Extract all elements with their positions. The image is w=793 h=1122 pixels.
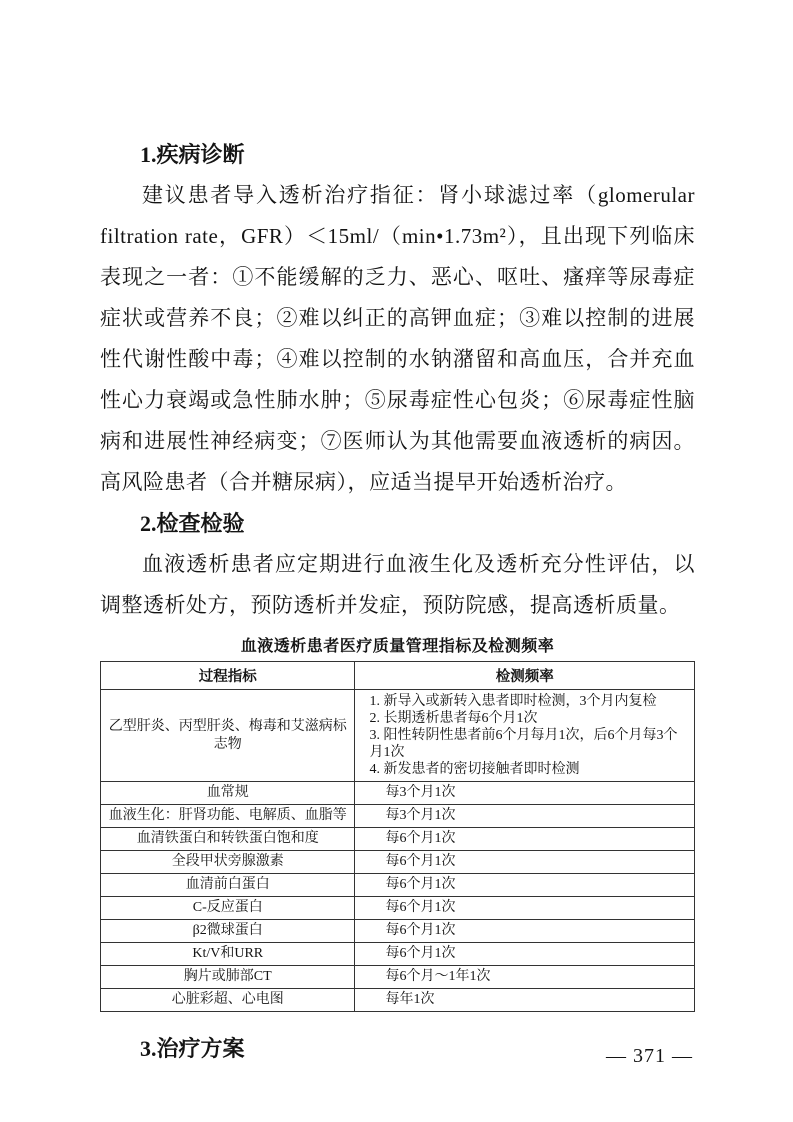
indicator-cell: 全段甲状旁腺激素: [101, 851, 355, 874]
table-row: [101, 782, 695, 805]
frequency-cell: 每6个月1次: [355, 943, 695, 966]
indicator-cell: 血常规: [101, 782, 355, 805]
frequency-cell: 每6个月1次: [355, 851, 695, 874]
table-title: 血液透析患者医疗质量管理指标及检测频率: [240, 638, 555, 655]
indicator-cell: β2微球蛋白: [101, 920, 355, 943]
table-row: [101, 805, 695, 828]
page-number: — 371 —: [606, 1045, 693, 1067]
table-row: [101, 874, 695, 897]
frequency-item: 3. 阳性转阴性患者前6个月每月1次，后6个月每3个月1次: [369, 728, 678, 760]
table-row: [101, 690, 695, 782]
frequency-item: 1. 新导入或新转入患者即时检测，3个月内复检: [369, 694, 657, 709]
table-row: [101, 989, 695, 1012]
page-content: [100, 134, 695, 1069]
section-3-heading: 3.治疗方案: [140, 1036, 245, 1061]
section-1-heading: 1.疾病诊断: [140, 142, 245, 167]
frequency-item: 4. 新发患者的密切接触者即时检测: [369, 762, 580, 777]
table-row: [101, 920, 695, 943]
frequency-cell: 每3个月1次: [355, 805, 695, 828]
frequency-cell: 每6个月1次: [355, 897, 695, 920]
quality-indicators-table: [100, 661, 695, 1012]
frequency-item: 2. 长期透析患者每6个月1次: [369, 711, 538, 726]
frequency-cell: 每6个月1次: [355, 828, 695, 851]
header-detection-frequency: 检测频率: [355, 662, 695, 690]
indicator-cell: 心脏彩超、心电图: [101, 989, 355, 1012]
section-1-paragraph: 建议患者导入透析治疗指征：肾小球滤过率（glomerular filtration rate，GFR）＜15ml/（min•1.73m²），且出现下列临床表现之一者：①不能缓解的乏力、恶心、呕吐、瘙痒等尿毒症症状或营养不良；②难以纠正的高钾血症；③难以控制的进展性代谢性酸中毒；④难以控制的水钠潴留和高血压，合并充血性心力衰竭或急性肺水肿；⑤尿毒症性心包炎；⑥尿毒症性脑病和进展性神经病变；⑦医师认为其他需要血液透析的病因。高风险患者（合并糖尿病），应适当提早开始透析治疗。: [100, 183, 695, 494]
section-2-heading: 2.检查检验: [140, 511, 245, 536]
indicator-cell: 血清铁蛋白和转铁蛋白饱和度: [101, 828, 355, 851]
indicator-cell: 乙型肝炎、丙型肝炎、梅毒和艾滋病标志物: [101, 690, 355, 782]
frequency-cell: 每3个月1次: [355, 782, 695, 805]
header-process-indicator: 过程指标: [101, 662, 355, 690]
indicator-cell: C-反应蛋白: [101, 897, 355, 920]
table-row: [101, 828, 695, 851]
indicator-cell: 血清前白蛋白: [101, 874, 355, 897]
table-header-row: [101, 662, 695, 690]
table-row: [101, 851, 695, 874]
frequency-cell: 每6个月～1年1次: [355, 966, 695, 989]
table-row: [101, 943, 695, 966]
table-row: [101, 897, 695, 920]
frequency-cell: 每年1次: [355, 989, 695, 1012]
indicator-cell: Kt/V和URR: [101, 943, 355, 966]
frequency-cell: [355, 690, 695, 782]
indicator-cell: 胸片或肺部CT: [101, 966, 355, 989]
frequency-cell: 每6个月1次: [355, 874, 695, 897]
section-2-paragraph: 血液透析患者应定期进行血液生化及透析充分性评估，以调整透析处方，预防透析并发症，预防院感，提高透析质量。: [100, 552, 695, 617]
frequency-cell: 每6个月1次: [355, 920, 695, 943]
indicator-cell: 血液生化：肝肾功能、电解质、血脂等: [101, 805, 355, 828]
table-row: [101, 966, 695, 989]
